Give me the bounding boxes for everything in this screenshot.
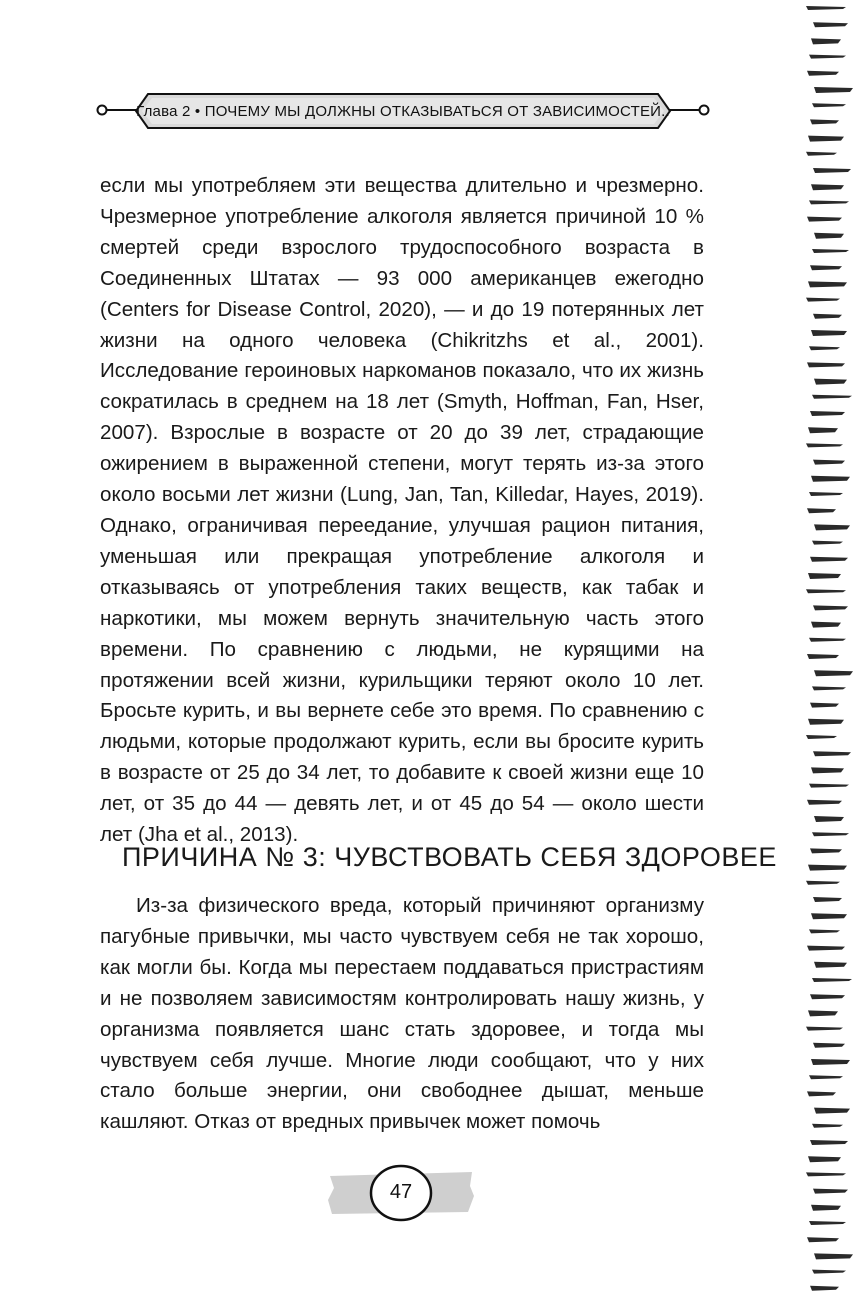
header-rule-right-dot — [700, 106, 709, 115]
edge-brush-mark — [812, 103, 846, 107]
edge-brush-mark — [814, 670, 853, 676]
edge-brush-mark — [814, 962, 847, 968]
edge-brush-mark — [806, 6, 846, 10]
paragraph-1: если мы употребляем эти вещества длительно и чрезмерно. Чрезмерное употребление алкоголя является причиной 10 % смертей среди взрослого трудоспособного возраста в Соединенных Штатах — 93 000 американцев ежегодно (Centers for Disease Control, 2020), — и до 19 потерянных лет жизни на одного человека (Chikritzhs et al., 2001). Исследование героиновых наркоманов показало, что их жизнь сократилась в среднем на 18 лет (Smyth, Hoffman, Fan, Hser, 2007). Взрослые в возрасте от 20 до 39 лет, страдающие ожирением в выраженной степени, могут терять из-за этого около восьми лет жизни (Lung, Jan, Tan, Killedar, Hayes, 2019). Однако, ограничивая переедание, улучшая рацион питания, уменьшая или прекращая употребление алкоголя и отказываясь от употребления таких веществ, как табак и наркотики, мы можем вернуть значительную часть этого времени. По сравнению с людьми, не курящими на протяжении всей жизни, курильщики теряют около 10 лет. Бросьте курить, и вы вернете себе это время. По сравнению с людьми, которые продолжают курить, если вы бросите курить в возрасте от 25 до 34 лет, то добавите к своей жизни еще 10 лет, от 35 до 44 — девять лет, и от 45 до 54 — около шести лет (Jha et al., 2013). — [100, 174, 704, 847]
edge-brush-mark — [810, 994, 845, 999]
chapter-title: Глава 2 • ПОЧЕМУ МЫ ДОЛЖНЫ ОТКАЗЫВАТЬСЯ ОТ ЗАВИСИМОСТЕЙ.. — [136, 102, 670, 120]
edge-brush-mark — [811, 1059, 850, 1065]
edge-brush-mark — [814, 816, 844, 822]
edge-brush-mark — [808, 865, 847, 871]
edge-brush-mark — [811, 622, 841, 628]
edge-brush-mark — [806, 735, 837, 739]
edge-brush-mark — [806, 589, 846, 593]
edge-brush-mark — [810, 1286, 839, 1291]
edge-brush-mark — [809, 929, 840, 933]
edge-brush-mark — [813, 460, 845, 465]
edge-brush-mark — [808, 719, 844, 725]
edge-brush-mark — [810, 119, 839, 124]
edge-brush-mark — [813, 751, 851, 756]
edge-brush-mark — [811, 330, 847, 336]
edge-brush-mark — [813, 22, 848, 27]
edge-brush-mark — [813, 1189, 848, 1194]
edge-brush-mark — [814, 87, 853, 93]
edge-brush-mark — [809, 55, 846, 59]
chapter-header — [134, 92, 672, 130]
edge-brush-mark — [812, 395, 852, 399]
edge-brush-mark — [808, 1156, 841, 1162]
edge-brush-mark — [811, 476, 850, 482]
edge-brush-mark — [809, 1075, 843, 1079]
edge-brush-mark — [807, 1237, 839, 1242]
edge-brush-mark — [811, 38, 841, 44]
edge-brush-mark — [812, 978, 852, 982]
edge-brush-mark — [812, 686, 846, 690]
paragraph-2: Из-за физического вреда, который причиняют организму пагубные привычки, мы часто чувствуем себя не так хорошо, как могли бы. Когда мы перестаем поддаваться пристрастиям и не позволяем зависимостям контролировать нашу жизнь, у организма появляется шанс стать здоровее, и тогда мы чувствуем себя лучше. Многие люди сообщают, что у них стало больше энергии, они свободнее дышат, меньше кашляют. Отказ от вредных привычек может помочь — [100, 894, 704, 1134]
edge-brush-mark — [809, 200, 849, 204]
edge-brush-mark — [806, 1172, 846, 1176]
edge-brush-mark — [814, 1108, 850, 1114]
header-rule-left-dot — [98, 106, 107, 115]
edge-brush-mark — [806, 152, 837, 156]
edge-brush-mark — [807, 800, 842, 805]
edge-brush-mark — [813, 897, 842, 902]
edge-brush-mark — [814, 524, 850, 530]
edge-brush-mark — [806, 298, 840, 302]
edge-brush-mark — [812, 1270, 846, 1274]
edge-brush-mark — [812, 541, 843, 545]
edge-brush-mark — [811, 767, 844, 773]
edge-brush-mark — [807, 217, 842, 222]
edge-brush-mark — [806, 1027, 843, 1031]
edge-brush-mark — [811, 913, 847, 919]
edge-brush-mark — [809, 638, 846, 642]
edge-brush-mark — [812, 832, 849, 836]
edge-brush-mark — [809, 346, 840, 350]
edge-brush-mark — [810, 1140, 848, 1145]
edge-brush-mark — [807, 362, 845, 367]
edge-brush-mark — [812, 249, 849, 253]
edge-brush-mark — [808, 427, 838, 433]
edge-brush-mark — [810, 265, 842, 270]
edge-brush-mark — [814, 379, 847, 385]
edge-brush-mark — [808, 1010, 838, 1016]
edge-brush-mark — [811, 1205, 841, 1211]
edge-brush-mark — [809, 492, 843, 496]
edge-brush-mark — [810, 411, 845, 416]
edge-brush-mark — [813, 605, 848, 610]
edge-brush-mark — [807, 946, 845, 951]
edge-brush-mark — [812, 1124, 843, 1128]
page-number-badge — [326, 1162, 476, 1222]
edge-brush-mark — [808, 136, 844, 142]
edge-decoration — [756, 0, 856, 1299]
edge-brush-mark — [807, 71, 839, 76]
edge-brush-mark — [806, 443, 843, 447]
edge-brush-mark — [810, 703, 839, 708]
edge-brush-mark — [806, 881, 840, 885]
edge-brush-mark — [814, 233, 844, 239]
edge-brush-mark — [814, 1253, 853, 1259]
edge-brush-mark — [813, 314, 842, 319]
edge-brush-mark — [809, 784, 849, 788]
edge-brush-mark — [807, 508, 836, 513]
page-number: 47 — [389, 1180, 413, 1203]
edge-brush-mark — [808, 281, 847, 287]
edge-brush-mark — [811, 184, 844, 190]
edge-brush-mark — [813, 168, 851, 173]
section-heading: ПРИЧИНА № 3: ЧУВСТВОВАТЬ СЕБЯ ЗДОРОВЕЕ — [122, 842, 777, 872]
edge-brush-mark — [807, 1091, 836, 1096]
edge-brush-mark — [808, 573, 841, 579]
edge-brush-mark — [809, 1221, 846, 1225]
edge-brush-mark — [807, 654, 839, 659]
edge-brush-mark — [810, 557, 848, 562]
edge-brush-mark — [813, 1043, 845, 1048]
edge-brush-mark — [810, 848, 842, 853]
